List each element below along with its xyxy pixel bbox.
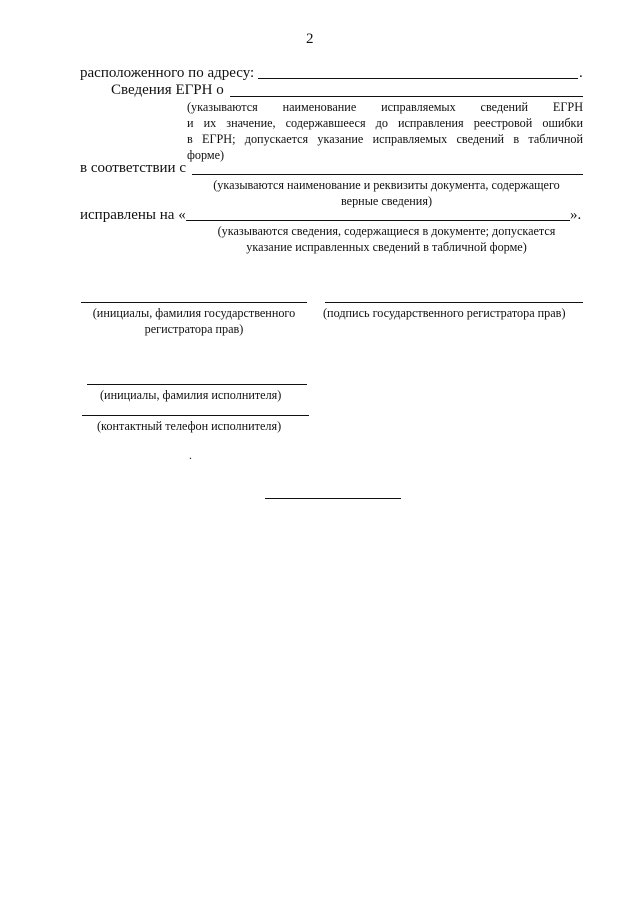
egrn-hint-line-2: и их значение, содержавшееся до исправления реестровой ошибки: [187, 116, 583, 130]
address-label: расположенного по адресу:: [80, 65, 255, 81]
registrar-signature-line[interactable]: [325, 302, 583, 303]
egrn-label: Сведения ЕГРН о: [111, 82, 224, 98]
corrected-end: ».: [570, 207, 582, 223]
executor-phone-caption: (контактный телефон исполнителя): [97, 419, 282, 433]
stray-dot: .: [189, 448, 192, 462]
registrar-name-line[interactable]: [81, 302, 307, 303]
corrected-input-line[interactable]: [186, 220, 570, 221]
corrected-hint-line-1: (указываются сведения, содержащиеся в документе; допускается: [217, 224, 556, 238]
accordance-hint-line-2: верные сведения): [340, 194, 432, 208]
accordance-input-line[interactable]: [192, 174, 583, 175]
address-end: .: [579, 65, 583, 81]
egrn-hint-line-1: (указываются наименование исправляемых сведений ЕГРН: [187, 100, 583, 114]
corrected-label: исправлены на «: [80, 207, 186, 223]
accordance-hint: [190, 177, 583, 209]
egrn-hint-line-3: в ЕГРН; допускается указание исправляемых сведений в табличной: [187, 132, 583, 146]
registrar-name-caption-line-2: регистратора прав): [144, 322, 244, 336]
registrar-signature-caption: (подпись государственного регистратора прав): [323, 306, 566, 320]
corrected-hint: [190, 223, 583, 255]
egrn-hint-line-4: форме): [187, 148, 225, 162]
executor-name-line[interactable]: [87, 384, 307, 385]
executor-name-caption: (инициалы, фамилия исполнителя): [100, 388, 282, 402]
address-input-line[interactable]: [258, 78, 578, 79]
accordance-hint-line-1: (указываются наименование и реквизиты документа, содержащего: [213, 178, 560, 192]
registrar-name-caption: [81, 305, 307, 337]
egrn-hint: [187, 99, 583, 163]
corrected-hint-line-2: указание исправленных сведений в табличной форме): [246, 240, 527, 254]
page-number: 2: [306, 31, 314, 47]
egrn-input-line[interactable]: [230, 96, 583, 97]
accordance-label: в соответствии с: [80, 160, 186, 176]
closing-separator: [265, 498, 401, 499]
executor-phone-line[interactable]: [82, 415, 309, 416]
registrar-name-caption-line-1: (инициалы, фамилия государственного: [92, 306, 296, 320]
